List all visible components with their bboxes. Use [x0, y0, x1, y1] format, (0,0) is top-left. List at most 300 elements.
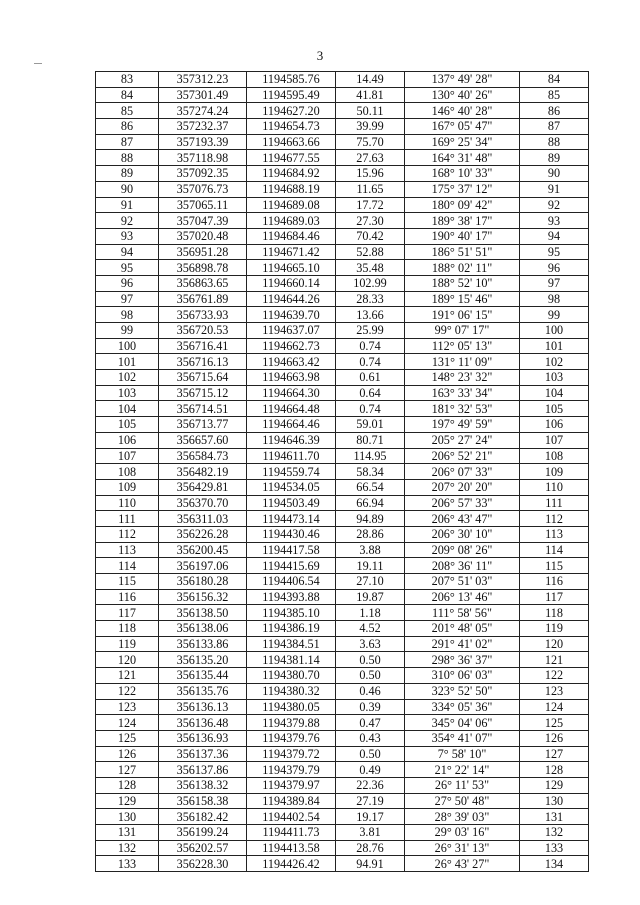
next-point-cell: 128	[520, 762, 589, 778]
y-coordinate-cell: 1194665.10	[247, 260, 336, 276]
bearing-cell: 148° 23' 32"	[405, 370, 520, 386]
point-number-cell: 83	[96, 72, 159, 88]
bearing-cell: 205° 27' 24"	[405, 432, 520, 448]
bearing-cell: 345° 04' 06"	[405, 715, 520, 731]
point-number-cell: 98	[96, 307, 159, 323]
y-coordinate-cell: 1194684.46	[247, 228, 336, 244]
distance-cell: 66.54	[336, 479, 405, 495]
table-row	[96, 589, 589, 605]
table-row	[96, 762, 589, 778]
distance-cell: 3.81	[336, 825, 405, 841]
next-point-cell: 84	[520, 72, 589, 88]
bearing-cell: 180° 09' 42"	[405, 197, 520, 213]
x-coordinate-cell: 356761.89	[159, 291, 247, 307]
distance-cell: 0.74	[336, 338, 405, 354]
y-coordinate-cell: 1194689.03	[247, 213, 336, 229]
table-row	[96, 166, 589, 182]
table-row	[96, 699, 589, 715]
next-point-cell: 114	[520, 542, 589, 558]
y-coordinate-cell: 1194663.66	[247, 134, 336, 150]
x-coordinate-cell: 357076.73	[159, 181, 247, 197]
distance-cell: 0.50	[336, 746, 405, 762]
x-coordinate-cell: 356202.57	[159, 840, 247, 856]
x-coordinate-cell: 357232.37	[159, 119, 247, 135]
distance-cell: 28.33	[336, 291, 405, 307]
y-coordinate-cell: 1194611.70	[247, 448, 336, 464]
bearing-cell: 112° 05' 13"	[405, 338, 520, 354]
x-coordinate-cell: 356863.65	[159, 275, 247, 291]
bearing-cell: 206° 43' 47"	[405, 511, 520, 527]
x-coordinate-cell: 356898.78	[159, 260, 247, 276]
bearing-cell: 181° 32' 53"	[405, 401, 520, 417]
y-coordinate-cell: 1194660.14	[247, 275, 336, 291]
y-coordinate-cell: 1194595.49	[247, 87, 336, 103]
next-point-cell: 119	[520, 621, 589, 637]
table-row	[96, 464, 589, 480]
bearing-cell: 29° 03' 16"	[405, 825, 520, 841]
point-number-cell: 106	[96, 432, 159, 448]
table-row	[96, 87, 589, 103]
x-coordinate-cell: 356733.93	[159, 307, 247, 323]
next-point-cell: 100	[520, 323, 589, 339]
bearing-cell: 131° 11' 09"	[405, 354, 520, 370]
distance-cell: 27.30	[336, 213, 405, 229]
bearing-cell: 206° 30' 10"	[405, 526, 520, 542]
next-point-cell: 97	[520, 275, 589, 291]
next-point-cell: 96	[520, 260, 589, 276]
bearing-cell: 206° 52' 21"	[405, 448, 520, 464]
distance-cell: 11.65	[336, 181, 405, 197]
y-coordinate-cell: 1194379.79	[247, 762, 336, 778]
y-coordinate-cell: 1194413.58	[247, 840, 336, 856]
point-number-cell: 93	[96, 228, 159, 244]
bearing-cell: 26° 43' 27"	[405, 856, 520, 872]
distance-cell: 94.89	[336, 511, 405, 527]
point-number-cell: 107	[96, 448, 159, 464]
x-coordinate-cell: 356715.12	[159, 385, 247, 401]
table-row	[96, 746, 589, 762]
point-number-cell: 130	[96, 809, 159, 825]
scan-mark	[34, 63, 42, 64]
point-number-cell: 96	[96, 275, 159, 291]
point-number-cell: 97	[96, 291, 159, 307]
table-row	[96, 291, 589, 307]
table-row	[96, 260, 589, 276]
bearing-cell: 111° 58' 56"	[405, 605, 520, 621]
y-coordinate-cell: 1194637.07	[247, 323, 336, 339]
point-number-cell: 109	[96, 479, 159, 495]
table-row	[96, 840, 589, 856]
distance-cell: 4.52	[336, 621, 405, 637]
next-point-cell: 89	[520, 150, 589, 166]
table-row	[96, 558, 589, 574]
table-row	[96, 119, 589, 135]
bearing-cell: 175° 37' 12"	[405, 181, 520, 197]
x-coordinate-cell: 356199.24	[159, 825, 247, 841]
distance-cell: 70.42	[336, 228, 405, 244]
table-row	[96, 103, 589, 119]
point-number-cell: 125	[96, 730, 159, 746]
table-row	[96, 856, 589, 872]
distance-cell: 39.99	[336, 119, 405, 135]
distance-cell: 0.64	[336, 385, 405, 401]
x-coordinate-cell: 357092.35	[159, 166, 247, 182]
bearing-cell: 186° 51' 51"	[405, 244, 520, 260]
bearing-cell: 164° 31' 48"	[405, 150, 520, 166]
table-row	[96, 636, 589, 652]
point-number-cell: 119	[96, 636, 159, 652]
table-row	[96, 574, 589, 590]
x-coordinate-cell: 357193.39	[159, 134, 247, 150]
y-coordinate-cell: 1194684.92	[247, 166, 336, 182]
next-point-cell: 126	[520, 730, 589, 746]
table-body	[96, 72, 589, 872]
point-number-cell: 95	[96, 260, 159, 276]
point-number-cell: 94	[96, 244, 159, 260]
distance-cell: 19.11	[336, 558, 405, 574]
point-number-cell: 85	[96, 103, 159, 119]
y-coordinate-cell: 1194384.51	[247, 636, 336, 652]
x-coordinate-cell: 356180.28	[159, 574, 247, 590]
next-point-cell: 116	[520, 574, 589, 590]
point-number-cell: 121	[96, 668, 159, 684]
x-coordinate-cell: 357065.11	[159, 197, 247, 213]
table-row	[96, 777, 589, 793]
table-row	[96, 448, 589, 464]
bearing-cell: 26° 11' 53"	[405, 777, 520, 793]
next-point-cell: 104	[520, 385, 589, 401]
next-point-cell: 85	[520, 87, 589, 103]
distance-cell: 19.87	[336, 589, 405, 605]
table-row	[96, 307, 589, 323]
x-coordinate-cell: 356182.42	[159, 809, 247, 825]
table-row	[96, 526, 589, 542]
x-coordinate-cell: 356311.03	[159, 511, 247, 527]
next-point-cell: 93	[520, 213, 589, 229]
x-coordinate-cell: 356200.45	[159, 542, 247, 558]
distance-cell: 19.17	[336, 809, 405, 825]
y-coordinate-cell: 1194386.19	[247, 621, 336, 637]
bearing-cell: 206° 13' 46"	[405, 589, 520, 605]
bearing-cell: 354° 41' 07"	[405, 730, 520, 746]
distance-cell: 0.43	[336, 730, 405, 746]
point-number-cell: 100	[96, 338, 159, 354]
table-row	[96, 150, 589, 166]
y-coordinate-cell: 1194379.72	[247, 746, 336, 762]
distance-cell: 13.66	[336, 307, 405, 323]
table-row	[96, 432, 589, 448]
y-coordinate-cell: 1194380.05	[247, 699, 336, 715]
point-number-cell: 86	[96, 119, 159, 135]
bearing-cell: 310° 06' 03"	[405, 668, 520, 684]
table-row	[96, 715, 589, 731]
point-number-cell: 101	[96, 354, 159, 370]
y-coordinate-cell: 1194663.42	[247, 354, 336, 370]
table-row	[96, 181, 589, 197]
table-row	[96, 275, 589, 291]
next-point-cell: 88	[520, 134, 589, 150]
bearing-cell: 21° 22' 14"	[405, 762, 520, 778]
x-coordinate-cell: 356197.06	[159, 558, 247, 574]
point-number-cell: 127	[96, 762, 159, 778]
x-coordinate-cell: 357118.98	[159, 150, 247, 166]
distance-cell: 75.70	[336, 134, 405, 150]
y-coordinate-cell: 1194654.73	[247, 119, 336, 135]
table-row	[96, 793, 589, 809]
x-coordinate-cell: 356715.64	[159, 370, 247, 386]
point-number-cell: 108	[96, 464, 159, 480]
bearing-cell: 208° 36' 11"	[405, 558, 520, 574]
next-point-cell: 103	[520, 370, 589, 386]
table-row	[96, 244, 589, 260]
y-coordinate-cell: 1194389.84	[247, 793, 336, 809]
distance-cell: 3.63	[336, 636, 405, 652]
x-coordinate-cell: 357301.49	[159, 87, 247, 103]
table-row	[96, 730, 589, 746]
distance-cell: 58.34	[336, 464, 405, 480]
distance-cell: 27.19	[336, 793, 405, 809]
y-coordinate-cell: 1194646.39	[247, 432, 336, 448]
distance-cell: 52.88	[336, 244, 405, 260]
point-number-cell: 110	[96, 495, 159, 511]
table-row	[96, 370, 589, 386]
next-point-cell: 98	[520, 291, 589, 307]
distance-cell: 17.72	[336, 197, 405, 213]
next-point-cell: 105	[520, 401, 589, 417]
y-coordinate-cell: 1194559.74	[247, 464, 336, 480]
bearing-cell: 189° 15' 46"	[405, 291, 520, 307]
point-number-cell: 87	[96, 134, 159, 150]
x-coordinate-cell: 356138.32	[159, 777, 247, 793]
table-row	[96, 809, 589, 825]
table-row	[96, 401, 589, 417]
x-coordinate-cell: 357312.23	[159, 72, 247, 88]
coordinates-table	[95, 71, 589, 872]
y-coordinate-cell: 1194689.08	[247, 197, 336, 213]
x-coordinate-cell: 356158.38	[159, 793, 247, 809]
y-coordinate-cell: 1194426.42	[247, 856, 336, 872]
next-point-cell: 115	[520, 558, 589, 574]
y-coordinate-cell: 1194393.88	[247, 589, 336, 605]
x-coordinate-cell: 356714.51	[159, 401, 247, 417]
table-row	[96, 197, 589, 213]
next-point-cell: 92	[520, 197, 589, 213]
table-row	[96, 228, 589, 244]
y-coordinate-cell: 1194664.48	[247, 401, 336, 417]
x-coordinate-cell: 356136.13	[159, 699, 247, 715]
next-point-cell: 124	[520, 699, 589, 715]
table-row	[96, 479, 589, 495]
bearing-cell: 28° 39' 03"	[405, 809, 520, 825]
distance-cell: 50.11	[336, 103, 405, 119]
distance-cell: 59.01	[336, 417, 405, 433]
next-point-cell: 120	[520, 636, 589, 652]
bearing-cell: 323° 52' 50"	[405, 683, 520, 699]
table-row	[96, 417, 589, 433]
point-number-cell: 115	[96, 574, 159, 590]
table-row	[96, 683, 589, 699]
bearing-cell: 99° 07' 17"	[405, 323, 520, 339]
point-number-cell: 102	[96, 370, 159, 386]
next-point-cell: 95	[520, 244, 589, 260]
y-coordinate-cell: 1194380.70	[247, 668, 336, 684]
bearing-cell: 298° 36' 37"	[405, 652, 520, 668]
x-coordinate-cell: 356135.20	[159, 652, 247, 668]
next-point-cell: 106	[520, 417, 589, 433]
y-coordinate-cell: 1194379.88	[247, 715, 336, 731]
point-number-cell: 133	[96, 856, 159, 872]
table-row	[96, 134, 589, 150]
y-coordinate-cell: 1194385.10	[247, 605, 336, 621]
y-coordinate-cell: 1194671.42	[247, 244, 336, 260]
next-point-cell: 130	[520, 793, 589, 809]
next-point-cell: 131	[520, 809, 589, 825]
bearing-cell: 190° 40' 17"	[405, 228, 520, 244]
bearing-cell: 188° 02' 11"	[405, 260, 520, 276]
y-coordinate-cell: 1194417.58	[247, 542, 336, 558]
distance-cell: 94.91	[336, 856, 405, 872]
x-coordinate-cell: 356720.53	[159, 323, 247, 339]
distance-cell: 102.99	[336, 275, 405, 291]
next-point-cell: 110	[520, 479, 589, 495]
y-coordinate-cell: 1194644.26	[247, 291, 336, 307]
next-point-cell: 129	[520, 777, 589, 793]
y-coordinate-cell: 1194664.30	[247, 385, 336, 401]
x-coordinate-cell: 357020.48	[159, 228, 247, 244]
x-coordinate-cell: 356716.41	[159, 338, 247, 354]
next-point-cell: 99	[520, 307, 589, 323]
x-coordinate-cell: 356951.28	[159, 244, 247, 260]
distance-cell: 28.76	[336, 840, 405, 856]
distance-cell: 41.81	[336, 87, 405, 103]
bearing-cell: 206° 57' 33"	[405, 495, 520, 511]
point-number-cell: 114	[96, 558, 159, 574]
next-point-cell: 123	[520, 683, 589, 699]
point-number-cell: 99	[96, 323, 159, 339]
distance-cell: 25.99	[336, 323, 405, 339]
next-point-cell: 121	[520, 652, 589, 668]
table-row	[96, 385, 589, 401]
distance-cell: 28.86	[336, 526, 405, 542]
x-coordinate-cell: 356136.93	[159, 730, 247, 746]
y-coordinate-cell: 1194402.54	[247, 809, 336, 825]
point-number-cell: 116	[96, 589, 159, 605]
point-number-cell: 105	[96, 417, 159, 433]
bearing-cell: 163° 33' 34"	[405, 385, 520, 401]
distance-cell: 15.96	[336, 166, 405, 182]
point-number-cell: 123	[96, 699, 159, 715]
x-coordinate-cell: 357047.39	[159, 213, 247, 229]
point-number-cell: 131	[96, 825, 159, 841]
bearing-cell: 146° 40' 28"	[405, 103, 520, 119]
bearing-cell: 334° 05' 36"	[405, 699, 520, 715]
x-coordinate-cell: 356137.36	[159, 746, 247, 762]
page-number: 3	[316, 48, 324, 63]
point-number-cell: 117	[96, 605, 159, 621]
y-coordinate-cell: 1194688.19	[247, 181, 336, 197]
y-coordinate-cell: 1194473.14	[247, 511, 336, 527]
next-point-cell: 134	[520, 856, 589, 872]
y-coordinate-cell: 1194380.32	[247, 683, 336, 699]
point-number-cell: 122	[96, 683, 159, 699]
table-row	[96, 72, 589, 88]
bearing-cell: 197° 49' 59"	[405, 417, 520, 433]
bearing-cell: 191° 06' 15"	[405, 307, 520, 323]
distance-cell: 66.94	[336, 495, 405, 511]
distance-cell: 27.63	[336, 150, 405, 166]
point-number-cell: 103	[96, 385, 159, 401]
point-number-cell: 91	[96, 197, 159, 213]
table-row	[96, 621, 589, 637]
point-number-cell: 84	[96, 87, 159, 103]
y-coordinate-cell: 1194663.98	[247, 370, 336, 386]
next-point-cell: 109	[520, 464, 589, 480]
next-point-cell: 132	[520, 825, 589, 841]
y-coordinate-cell: 1194430.46	[247, 526, 336, 542]
y-coordinate-cell: 1194627.20	[247, 103, 336, 119]
x-coordinate-cell: 356156.32	[159, 589, 247, 605]
table-row	[96, 511, 589, 527]
bearing-cell: 201° 48' 05"	[405, 621, 520, 637]
next-point-cell: 87	[520, 119, 589, 135]
point-number-cell: 126	[96, 746, 159, 762]
bearing-cell: 189° 38' 17"	[405, 213, 520, 229]
y-coordinate-cell: 1194503.49	[247, 495, 336, 511]
x-coordinate-cell: 356657.60	[159, 432, 247, 448]
x-coordinate-cell: 356138.50	[159, 605, 247, 621]
next-point-cell: 111	[520, 495, 589, 511]
x-coordinate-cell: 356429.81	[159, 479, 247, 495]
table-row	[96, 213, 589, 229]
point-number-cell: 129	[96, 793, 159, 809]
distance-cell: 0.50	[336, 668, 405, 684]
bearing-cell: 168° 10' 33"	[405, 166, 520, 182]
bearing-cell: 26° 31' 13"	[405, 840, 520, 856]
x-coordinate-cell: 356482.19	[159, 464, 247, 480]
x-coordinate-cell: 356135.76	[159, 683, 247, 699]
x-coordinate-cell: 356138.06	[159, 621, 247, 637]
distance-cell: 3.88	[336, 542, 405, 558]
next-point-cell: 107	[520, 432, 589, 448]
bearing-cell: 188° 52' 10"	[405, 275, 520, 291]
distance-cell: 80.71	[336, 432, 405, 448]
table-row	[96, 495, 589, 511]
bearing-cell: 7° 58' 10"	[405, 746, 520, 762]
bearing-cell: 206° 07' 33"	[405, 464, 520, 480]
distance-cell: 0.39	[336, 699, 405, 715]
x-coordinate-cell: 356136.48	[159, 715, 247, 731]
next-point-cell: 118	[520, 605, 589, 621]
table-row	[96, 323, 589, 339]
bearing-cell: 207° 51' 03"	[405, 574, 520, 590]
y-coordinate-cell: 1194664.46	[247, 417, 336, 433]
y-coordinate-cell: 1194411.73	[247, 825, 336, 841]
bearing-cell: 130° 40' 26"	[405, 87, 520, 103]
bearing-cell: 169° 25' 34"	[405, 134, 520, 150]
y-coordinate-cell: 1194662.73	[247, 338, 336, 354]
distance-cell: 0.61	[336, 370, 405, 386]
next-point-cell: 113	[520, 526, 589, 542]
distance-cell: 0.50	[336, 652, 405, 668]
table-row	[96, 825, 589, 841]
next-point-cell: 112	[520, 511, 589, 527]
next-point-cell: 108	[520, 448, 589, 464]
bearing-cell: 137° 49' 28"	[405, 72, 520, 88]
y-coordinate-cell: 1194406.54	[247, 574, 336, 590]
distance-cell: 0.49	[336, 762, 405, 778]
bearing-cell: 207° 20' 20"	[405, 479, 520, 495]
point-number-cell: 104	[96, 401, 159, 417]
